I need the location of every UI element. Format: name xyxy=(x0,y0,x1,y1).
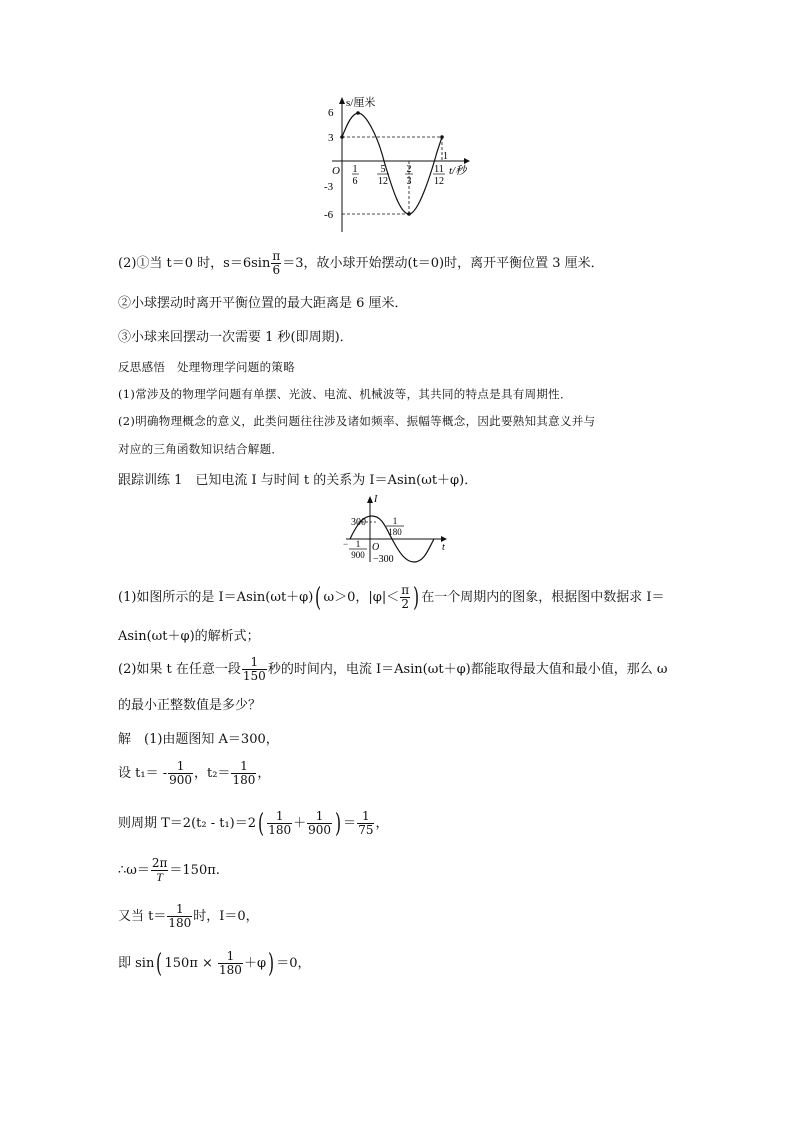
min-point xyxy=(407,212,411,216)
label-300: 300 xyxy=(351,517,366,528)
svg-text:12: 12 xyxy=(434,176,444,187)
y-axis-label: s/厘米 xyxy=(346,97,376,109)
one-over-150-fraction: $\frac{1}{150}$ xyxy=(242,655,266,683)
y-tick-neg6: -6 xyxy=(324,209,334,221)
y-axis-label: I xyxy=(374,494,378,505)
svg-text:6: 6 xyxy=(352,176,358,187)
solution-line5: 又当 t＝ $\frac{1}{180}$ 时，I＝0， xyxy=(118,902,259,930)
fraction-1-180: $\frac{1}{180}$ xyxy=(219,949,242,977)
reflection-p3: 对应的三角函数知识结合解题． xyxy=(118,442,284,456)
x-tick-one-sixth xyxy=(352,164,359,187)
origin-label: O xyxy=(332,165,340,177)
x-tick-five-twelfths xyxy=(377,164,389,187)
y-tick-neg3: -3 xyxy=(324,181,334,193)
svg-text:1: 1 xyxy=(352,164,358,175)
reflection-p1: (1)常涉及的物理学问题有单摆、光波、电流、机械波等，其共同的特点是具有周期性． xyxy=(118,387,572,401)
left-paren: ( xyxy=(315,582,322,613)
fraction-1-180: $\frac{1}{180}$ xyxy=(268,809,292,837)
y-axis-arrow xyxy=(339,97,345,104)
right-paren: ) xyxy=(268,948,275,979)
q1-text-c: 在一个周期内的图象，根据图中数据求 I＝ xyxy=(421,590,665,605)
svg-text:12: 12 xyxy=(378,176,388,187)
exercise-title: 跟踪训练 1 已知电流 I 与时间 t 的关系为 I＝Asin(ωt＋φ)． xyxy=(118,473,478,488)
solution-line1: 解 (1)由题图知 A＝300， xyxy=(118,732,279,747)
label-neg300: −300 xyxy=(373,554,394,565)
right-paren: ) xyxy=(335,808,342,839)
y-axis-arrow xyxy=(367,496,373,503)
q1-text-a: (1)如图所示的是 I＝Asin(ωt＋φ) xyxy=(118,590,314,605)
svg-text:5: 5 xyxy=(380,164,386,175)
fraction-1-75: $\frac{1}{75}$ xyxy=(358,809,374,837)
svg-text:−: − xyxy=(343,539,349,549)
fraction-1-900: $\frac{1}{900}$ xyxy=(169,759,192,787)
y-tick-3: 3 xyxy=(328,132,334,144)
displacement-graph xyxy=(322,92,472,237)
solution-line3: 则周期 T＝2(t₂ - t₁)＝2( $\frac{1}{180}$ ＋ $\frac{1}{900}$ ) ＝ $\frac{1}{75}$ ， xyxy=(118,808,389,839)
svg-text:1: 1 xyxy=(355,539,361,549)
solution-line2: 设 t₁＝ - $\frac{1}{900}$ ，t₂＝ $\frac{1}{180}$ ， xyxy=(118,759,271,787)
part2-line1 xyxy=(118,250,604,277)
x-tick-one: 1 xyxy=(443,151,448,162)
reflection-p2: (2)明确物理概念的意义，此类问题往往涉及诸如频率、振幅等概念，因此要熟知其意义并与 xyxy=(118,414,596,428)
q2-text-b: 秒的时间内，电流 I＝Asin(ωt＋φ)都能取得最大值和最小值，那么 ω xyxy=(267,662,668,677)
q2-text-a: (2)如果 t 在任意一段 xyxy=(118,662,241,677)
question1-line1 xyxy=(118,584,665,611)
svg-text:2: 2 xyxy=(406,164,412,175)
question2-line2: 的最小正整数值是多少？ xyxy=(118,698,262,713)
tick-neg-1-900 xyxy=(343,539,367,560)
start-point xyxy=(340,135,344,139)
x-axis-label: t/秒 xyxy=(449,165,467,177)
end-point xyxy=(440,135,444,139)
fraction-2pi-T: $\frac{2\pi}{T}$ xyxy=(151,856,168,884)
solution-line6: 即 sin( 150π × $\frac{1}{180}$ ＋φ) ＝0， xyxy=(118,948,311,979)
right-paren: ) xyxy=(413,582,420,613)
x-axis-label: t xyxy=(442,542,445,553)
current-graph xyxy=(340,494,452,566)
x-axis-arrow xyxy=(464,158,470,164)
svg-text:11: 11 xyxy=(434,164,444,175)
fraction-1-180: $\frac{1}{180}$ xyxy=(168,902,192,930)
fraction-1-180: $\frac{1}{180}$ xyxy=(232,759,256,787)
svg-text:900: 900 xyxy=(351,550,365,560)
svg-text:1: 1 xyxy=(392,516,398,526)
x-tick-eleven-twelfths xyxy=(433,164,445,187)
part2-line1-text-a: (2)①当 t＝0 时，s＝6sin xyxy=(118,256,271,271)
origin-label: O xyxy=(372,542,380,553)
max-point xyxy=(356,111,360,115)
left-paren: ( xyxy=(258,808,265,839)
part2-line3: ③小球来回摆动一次需要 1 秒(即周期)． xyxy=(118,330,353,345)
part2-line1-text-b: ＝3，故小球开始摆动(t＝0)时，离开平衡位置 3 厘米． xyxy=(282,256,604,271)
y-tick-6: 6 xyxy=(328,107,334,119)
svg-text:3: 3 xyxy=(406,176,412,187)
left-paren: ( xyxy=(156,948,163,979)
pi-over-2-fraction: $\frac{\pi}{2}$ xyxy=(401,583,410,611)
q1-text-b: ω＞0，|φ|＜ xyxy=(323,590,400,605)
question1-line2: Asin(ωt＋φ)的解析式； xyxy=(118,629,260,644)
tick-1-180 xyxy=(386,516,404,537)
part2-line2: ②小球摆动时离开平衡位置的最大距离是 6 厘米． xyxy=(118,296,408,311)
question2-line1 xyxy=(118,656,667,683)
solution-line4: ∴ω＝ $\frac{2\pi}{T}$ ＝150π. xyxy=(118,856,220,884)
pi-over-6-fraction: $\frac{\pi}{6}$ xyxy=(272,249,281,277)
fraction-1-900: $\frac{1}{900}$ xyxy=(308,809,332,837)
x-tick-two-thirds xyxy=(405,164,413,187)
reflection-title: 反思感悟 处理物理学问题的策略 xyxy=(118,360,295,374)
svg-text:180: 180 xyxy=(388,527,402,537)
